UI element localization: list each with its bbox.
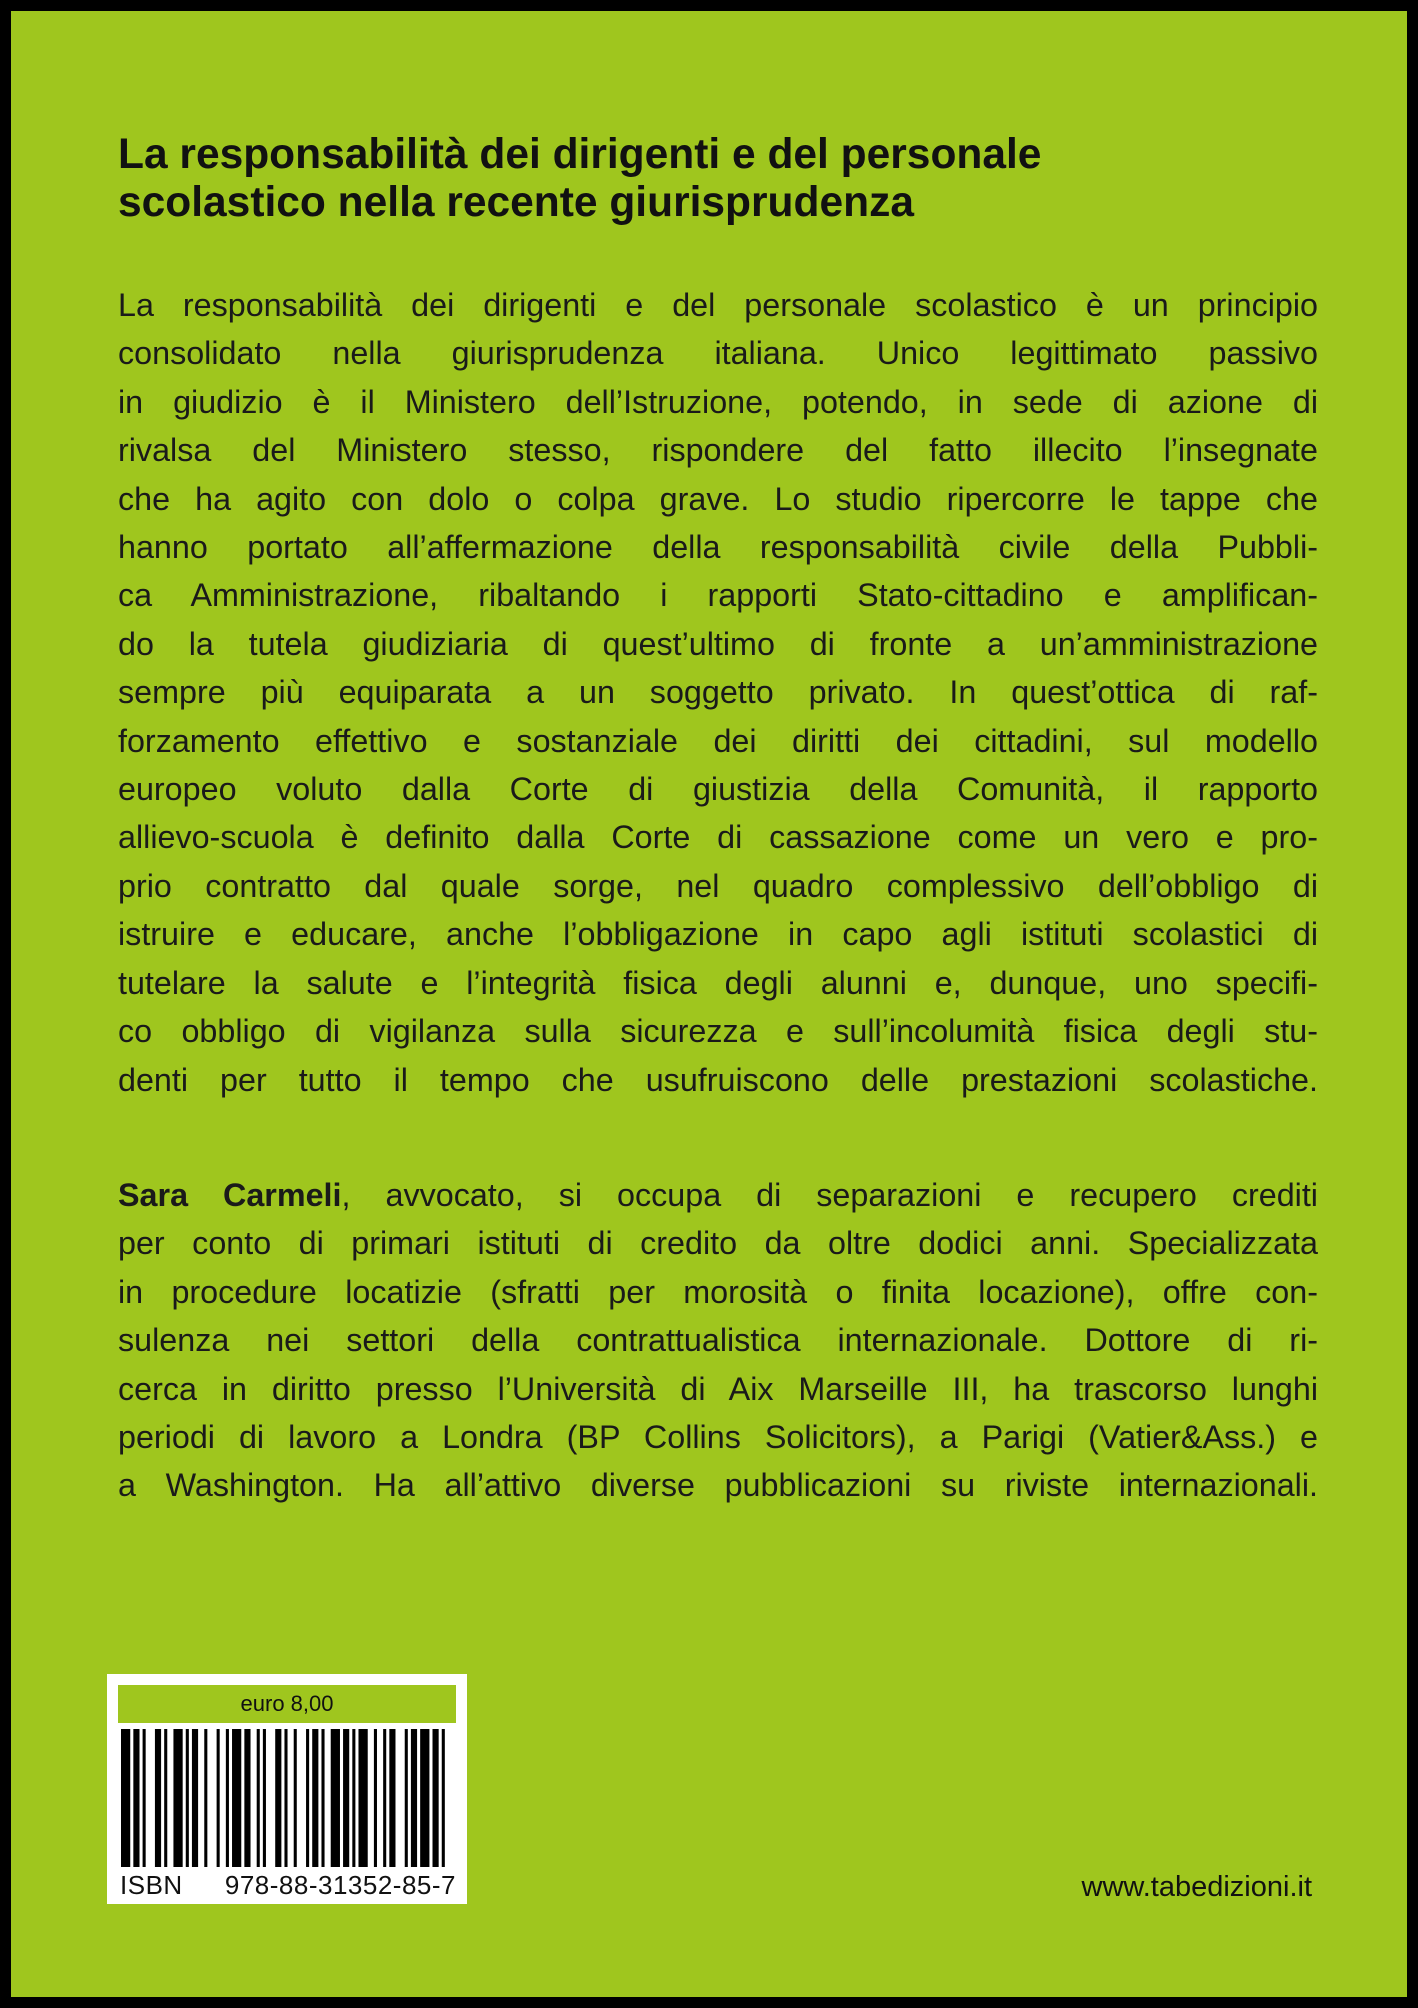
barcode-bar <box>306 1729 309 1867</box>
bio-line: a Washington. Ha all’attivo diverse pubblicazioni su riviste internazionali. <box>118 1467 1318 1504</box>
synopsis-line: prio contratto dal quale sorge, nel quadro complessivo dell’obbligo di <box>118 867 1318 904</box>
synopsis-line: allievo-scuola è definito dalla Corte di cassazione come un vero e pro- <box>118 819 1318 856</box>
synopsis-line: europeo voluto dalla Corte di giustizia della Comunità, il rapporto <box>118 771 1318 808</box>
barcode-bar <box>244 1729 250 1867</box>
synopsis-line: denti per tutto il tempo che usufruiscono delle prestazioni scolastiche. <box>118 1061 1318 1098</box>
barcode-bar <box>343 1729 349 1867</box>
barcode-bar <box>232 1729 241 1867</box>
barcode-bar <box>143 1729 146 1867</box>
bio-line: cerca in diritto presso l’Università di Aix Marseille III, ha trascorso lunghi <box>118 1370 1318 1407</box>
barcode-bar <box>312 1729 318 1867</box>
book-back-cover <box>11 11 1407 1997</box>
barcode-bar <box>275 1729 281 1867</box>
synopsis-line: co obbligo di vigilanza sulla sicurezza e sull’incolumità fisica degli stu- <box>118 1013 1318 1050</box>
barcode-bar <box>173 1729 182 1867</box>
bio-line: sulenza nei settori della contrattualistica internazionale. Dottore di ri- <box>118 1322 1318 1359</box>
bio-line: periodi di lavoro a Londra (BP Collins Solicitors), a Parigi (Vatier&Ass.) e <box>118 1419 1318 1456</box>
barcode-bar <box>133 1729 139 1867</box>
barcode-bar <box>352 1729 355 1867</box>
synopsis-line: sempre più equiparata a un soggetto privato. In quest’ottica di raf- <box>118 674 1318 711</box>
barcode-bar <box>331 1729 340 1867</box>
barcode-bar <box>433 1729 439 1867</box>
bio-line <box>118 1171 1318 1219</box>
synopsis-line: consolidato nella giurisprudenza italiana. Unico legittimato passivo <box>118 335 1318 372</box>
title-line: La responsabilità dei dirigenti e del personale <box>118 131 1042 178</box>
barcode-bar <box>164 1729 167 1867</box>
barcode-bar <box>121 1729 130 1867</box>
price-label: euro 8,00 <box>118 1685 456 1723</box>
barcode-bar <box>411 1729 417 1867</box>
barcode-bar <box>383 1729 386 1867</box>
barcode-bar <box>192 1729 198 1867</box>
synopsis-line: che ha agito con dolo o colpa grave. Lo studio ripercorre le tappe che <box>118 480 1318 517</box>
synopsis <box>118 281 1318 1104</box>
book-title <box>118 131 1318 227</box>
synopsis-line: ca Amministrazione, ribaltando i rapporti Stato-cittadino e amplifican- <box>118 577 1318 614</box>
barcode-bar <box>294 1729 297 1867</box>
synopsis-line: in giudizio è il Ministero dell’Istruzione, potendo, in sede di azione di <box>118 383 1318 420</box>
barcode-bar <box>226 1729 229 1867</box>
barcode-bar <box>263 1729 266 1867</box>
barcode-bar <box>155 1729 161 1867</box>
author-bio <box>118 1171 1318 1510</box>
synopsis-line: rivalsa del Ministero stesso, rispondere del fatto illecito l’insegnate <box>118 432 1318 469</box>
barcode-bar <box>405 1729 408 1867</box>
barcode-bar <box>217 1729 220 1867</box>
barcode-icon <box>121 1729 451 1867</box>
barcode-bar <box>374 1729 377 1867</box>
synopsis-line: hanno portato all’affermazione della responsabilità civile della Pubbli- <box>118 529 1318 566</box>
synopsis-line: tutelare la salute e l’integrità fisica degli alunni e, dunque, uno specifi- <box>118 964 1318 1001</box>
bio-line: per conto di primari istituti di credito da oltre dodici anni. Specializzata <box>118 1225 1318 1262</box>
barcode-bar <box>186 1729 189 1867</box>
barcode-bar <box>389 1729 395 1867</box>
bio-line: in procedure locatizie (sfratti per morosità o finita locazione), offre con- <box>118 1273 1318 1310</box>
synopsis-line: istruire e educare, anche l’obbligazione in capo agli istituti scolastici di <box>118 916 1318 953</box>
barcode-bar <box>284 1729 287 1867</box>
barcode-bar <box>257 1729 260 1867</box>
barcode-bar <box>358 1729 367 1867</box>
synopsis-line: do la tutela giudiziaria di quest’ultimo di fronte a un’amministrazione <box>118 625 1318 662</box>
publisher-website: www.tabedizioni.it <box>1081 1871 1312 1903</box>
barcode-bar <box>420 1729 429 1867</box>
barcode-label <box>107 1674 467 1904</box>
barcode-bar <box>321 1729 324 1867</box>
barcode-bar <box>442 1729 445 1867</box>
author-name: Sara Carmeli <box>118 1177 342 1213</box>
synopsis-line: forzamento effettivo e sostanziale dei diritti dei cittadini, sul modello <box>118 722 1318 759</box>
bio-first-line-text: , avvocato, si occupa di separazioni e recupero crediti <box>341 1177 1318 1213</box>
title-line: scolastico nella recente giurisprudenza <box>118 179 914 226</box>
synopsis-line: La responsabilità dei dirigenti e del personale scolastico è un principio <box>118 287 1318 323</box>
barcode-bar <box>204 1729 207 1867</box>
isbn-number: ISBN 978-88-31352-85-7 <box>120 1870 456 1900</box>
